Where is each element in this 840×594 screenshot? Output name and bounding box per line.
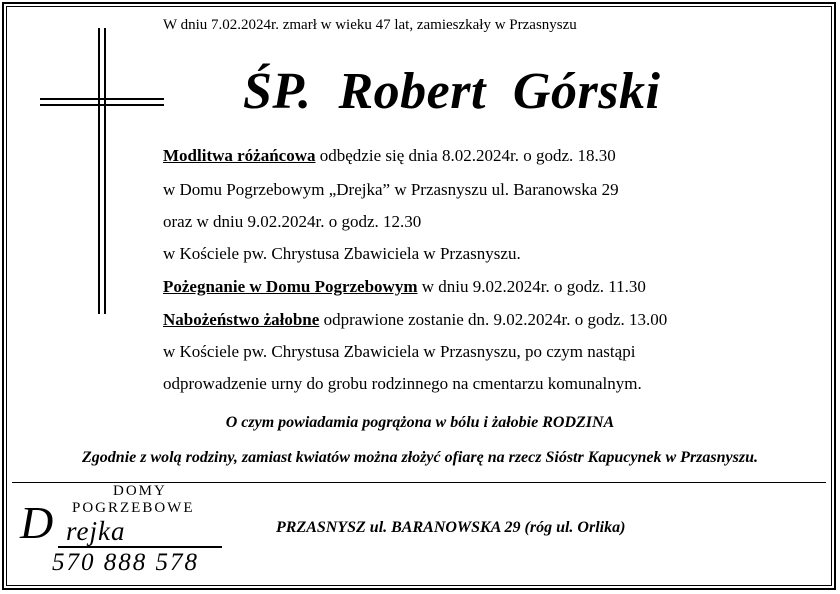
body-line [163, 212, 421, 232]
line-text: odprawione zostanie dn. 9.02.2024r. o godz. 13.00 [319, 310, 668, 329]
logo-underline [58, 546, 222, 548]
line-text: odprowadzenie urny do grobu rodzinnego na cmentarzu komunalnym. [163, 374, 642, 393]
cross-vertical-line [98, 28, 100, 314]
body-line [163, 277, 646, 297]
deceased-name: ŚP. Robert Górski [243, 63, 661, 120]
funeral-home-address: PRZASNYSZ ul. BARANOWSKA 29 (róg ul. Orlika) [276, 519, 626, 536]
body-line [163, 310, 667, 330]
donation-notice: Zgodnie z wolą rodziny, zamiast kwiatów można złożyć ofiarę na rzecz Sióstr Kapucynek w Przasnyszu. [82, 449, 758, 466]
logo-initial: D [20, 497, 54, 548]
line-text: w Kościele pw. Chrystusa Zbawiciela w Przasnyszu, po czym nastąpi [163, 342, 636, 361]
line-text: oraz w dniu 9.02.2024r. o godz. 12.30 [163, 212, 422, 231]
phone-number: 570 888 578 [52, 549, 199, 576]
line-text: w dniu 9.02.2024r. o godz. 11.30 [417, 277, 646, 296]
cross-horizontal-line [40, 98, 164, 100]
cross-vertical-line [104, 28, 106, 314]
body-line [163, 244, 521, 264]
line-text: w Kościele pw. Chrystusa Zbawiciela w Przasnyszu. [163, 244, 521, 263]
body-line [163, 180, 619, 200]
cross-horizontal-line [40, 104, 164, 106]
death-notice-intro: W dniu 7.02.2024r. zmarł w wieku 47 lat, zamieszkały w Przasnyszu [163, 17, 577, 33]
line-text: odbędzie się dnia 8.02.2024r. o godz. 18.30 [315, 146, 616, 165]
line-heading: Nabożeństwo żałobne [163, 310, 320, 329]
logo-text-rejka: rejka [66, 516, 126, 546]
family-notice: O czym powiadamia pogrążona w bólu i żałobie RODZINA [225, 414, 615, 431]
body-line [163, 342, 635, 362]
logo-text-domy: DOMY [113, 483, 167, 499]
line-heading: Modlitwa różańcowa [163, 146, 316, 165]
body-line [163, 374, 642, 394]
line-heading: Pożegnanie w Domu Pogrzebowym [163, 277, 418, 296]
logo-text-pogrzebowe: POGRZEBOWE [72, 500, 195, 516]
body-line [163, 146, 616, 166]
line-text: w Domu Pogrzebowym „Drejka” w Przasnyszu ul. Baranowska 29 [163, 180, 619, 199]
